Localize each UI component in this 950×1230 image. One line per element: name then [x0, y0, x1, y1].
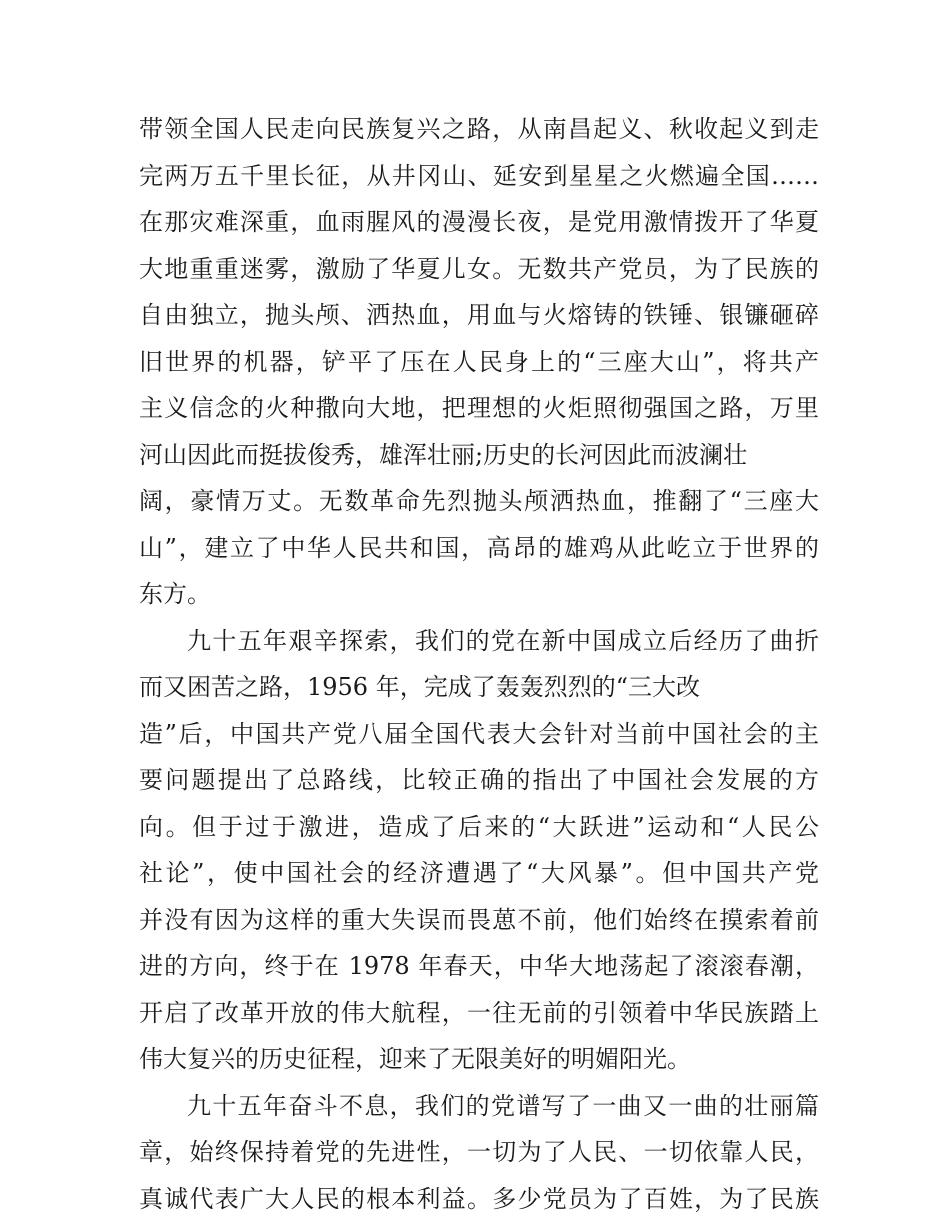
text-line: 要问题提出了总路线，比较正确的指出了中国社会发展的方 [139, 766, 819, 794]
text-line: 真诚代表广大人民的根本利益。多少党员为了百姓，为了民族 [139, 1184, 819, 1213]
paragraph-3 [139, 1083, 819, 1223]
text-line: 主义信念的火种撒向大地，把理想的火炬照彻强国之路，万里 [139, 394, 819, 422]
body-text [139, 106, 819, 1222]
text-line: 造”后，中国共产党八届全国代表大会针对当前中国社会的主 [139, 719, 819, 748]
text-line: 进的方向，终于在 1978 年春天，中华大地荡起了滚滚春潮， [139, 952, 819, 980]
text-line: 伟大复兴的历史征程，迎来了无限美好的明媚阳光。 [139, 1045, 691, 1073]
text-line: 在那灾难深重，血雨腥风的漫漫长夜，是党用激情拨开了华夏 [139, 208, 819, 236]
text-line: 九十五年奋斗不息，我们的党谱写了一曲又一曲的壮丽篇 [187, 1091, 819, 1120]
paragraph-2 [139, 618, 819, 1083]
text-line: 河山因此而挺拔俊秀，雄浑壮丽;历史的长河因此而波澜壮 [139, 440, 748, 469]
text-line: 阔，豪情万丈。无数革命先烈抛头颅洒热血，推翻了“三座大 [139, 487, 819, 515]
text-line: 完两万五千里长征，从井冈山、延安到星星之火燃遍全国…… [139, 161, 819, 190]
text-line: 开启了改革开放的伟大航程，一往无前的引领着中华民族踏上 [139, 998, 819, 1027]
text-line: 旧世界的机器，铲平了压在人民身上的“三座大山”，将共产 [139, 347, 819, 376]
text-line: 而又困苦之路，1956 年，完成了轰轰烈烈的“三大改 [139, 673, 700, 701]
text-line: 东方。 [139, 580, 211, 608]
text-line: 并没有因为这样的重大失误而畏葸不前，他们始终在摸索着前 [139, 905, 819, 934]
text-line: 自由独立，抛头颅、洒热血，用血与火熔铸的铁锤、银镰砸碎 [139, 301, 819, 329]
text-line: 九十五年艰辛探索，我们的党在新中国成立后经历了曲折 [187, 626, 819, 655]
text-line: 章，始终保持着党的先进性，一切为了人民、一切依靠人民， [139, 1138, 819, 1166]
paragraph-1 [139, 106, 819, 618]
text-line: 带领全国人民走向民族复兴之路，从南昌起义、秋收起义到走 [139, 115, 819, 143]
text-line: 社论”，使中国社会的经济遭遇了“大风暴”。但中国共产党 [139, 859, 819, 887]
text-line: 向。但于过于激进，造成了后来的“大跃进”运动和“人民公 [139, 812, 819, 841]
text-line: 大地重重迷雾，激励了华夏儿女。无数共产党员，为了民族的 [139, 254, 819, 283]
text-line: 山”，建立了中华人民共和国，高昂的雄鸡从此屹立于世界的 [139, 533, 819, 562]
